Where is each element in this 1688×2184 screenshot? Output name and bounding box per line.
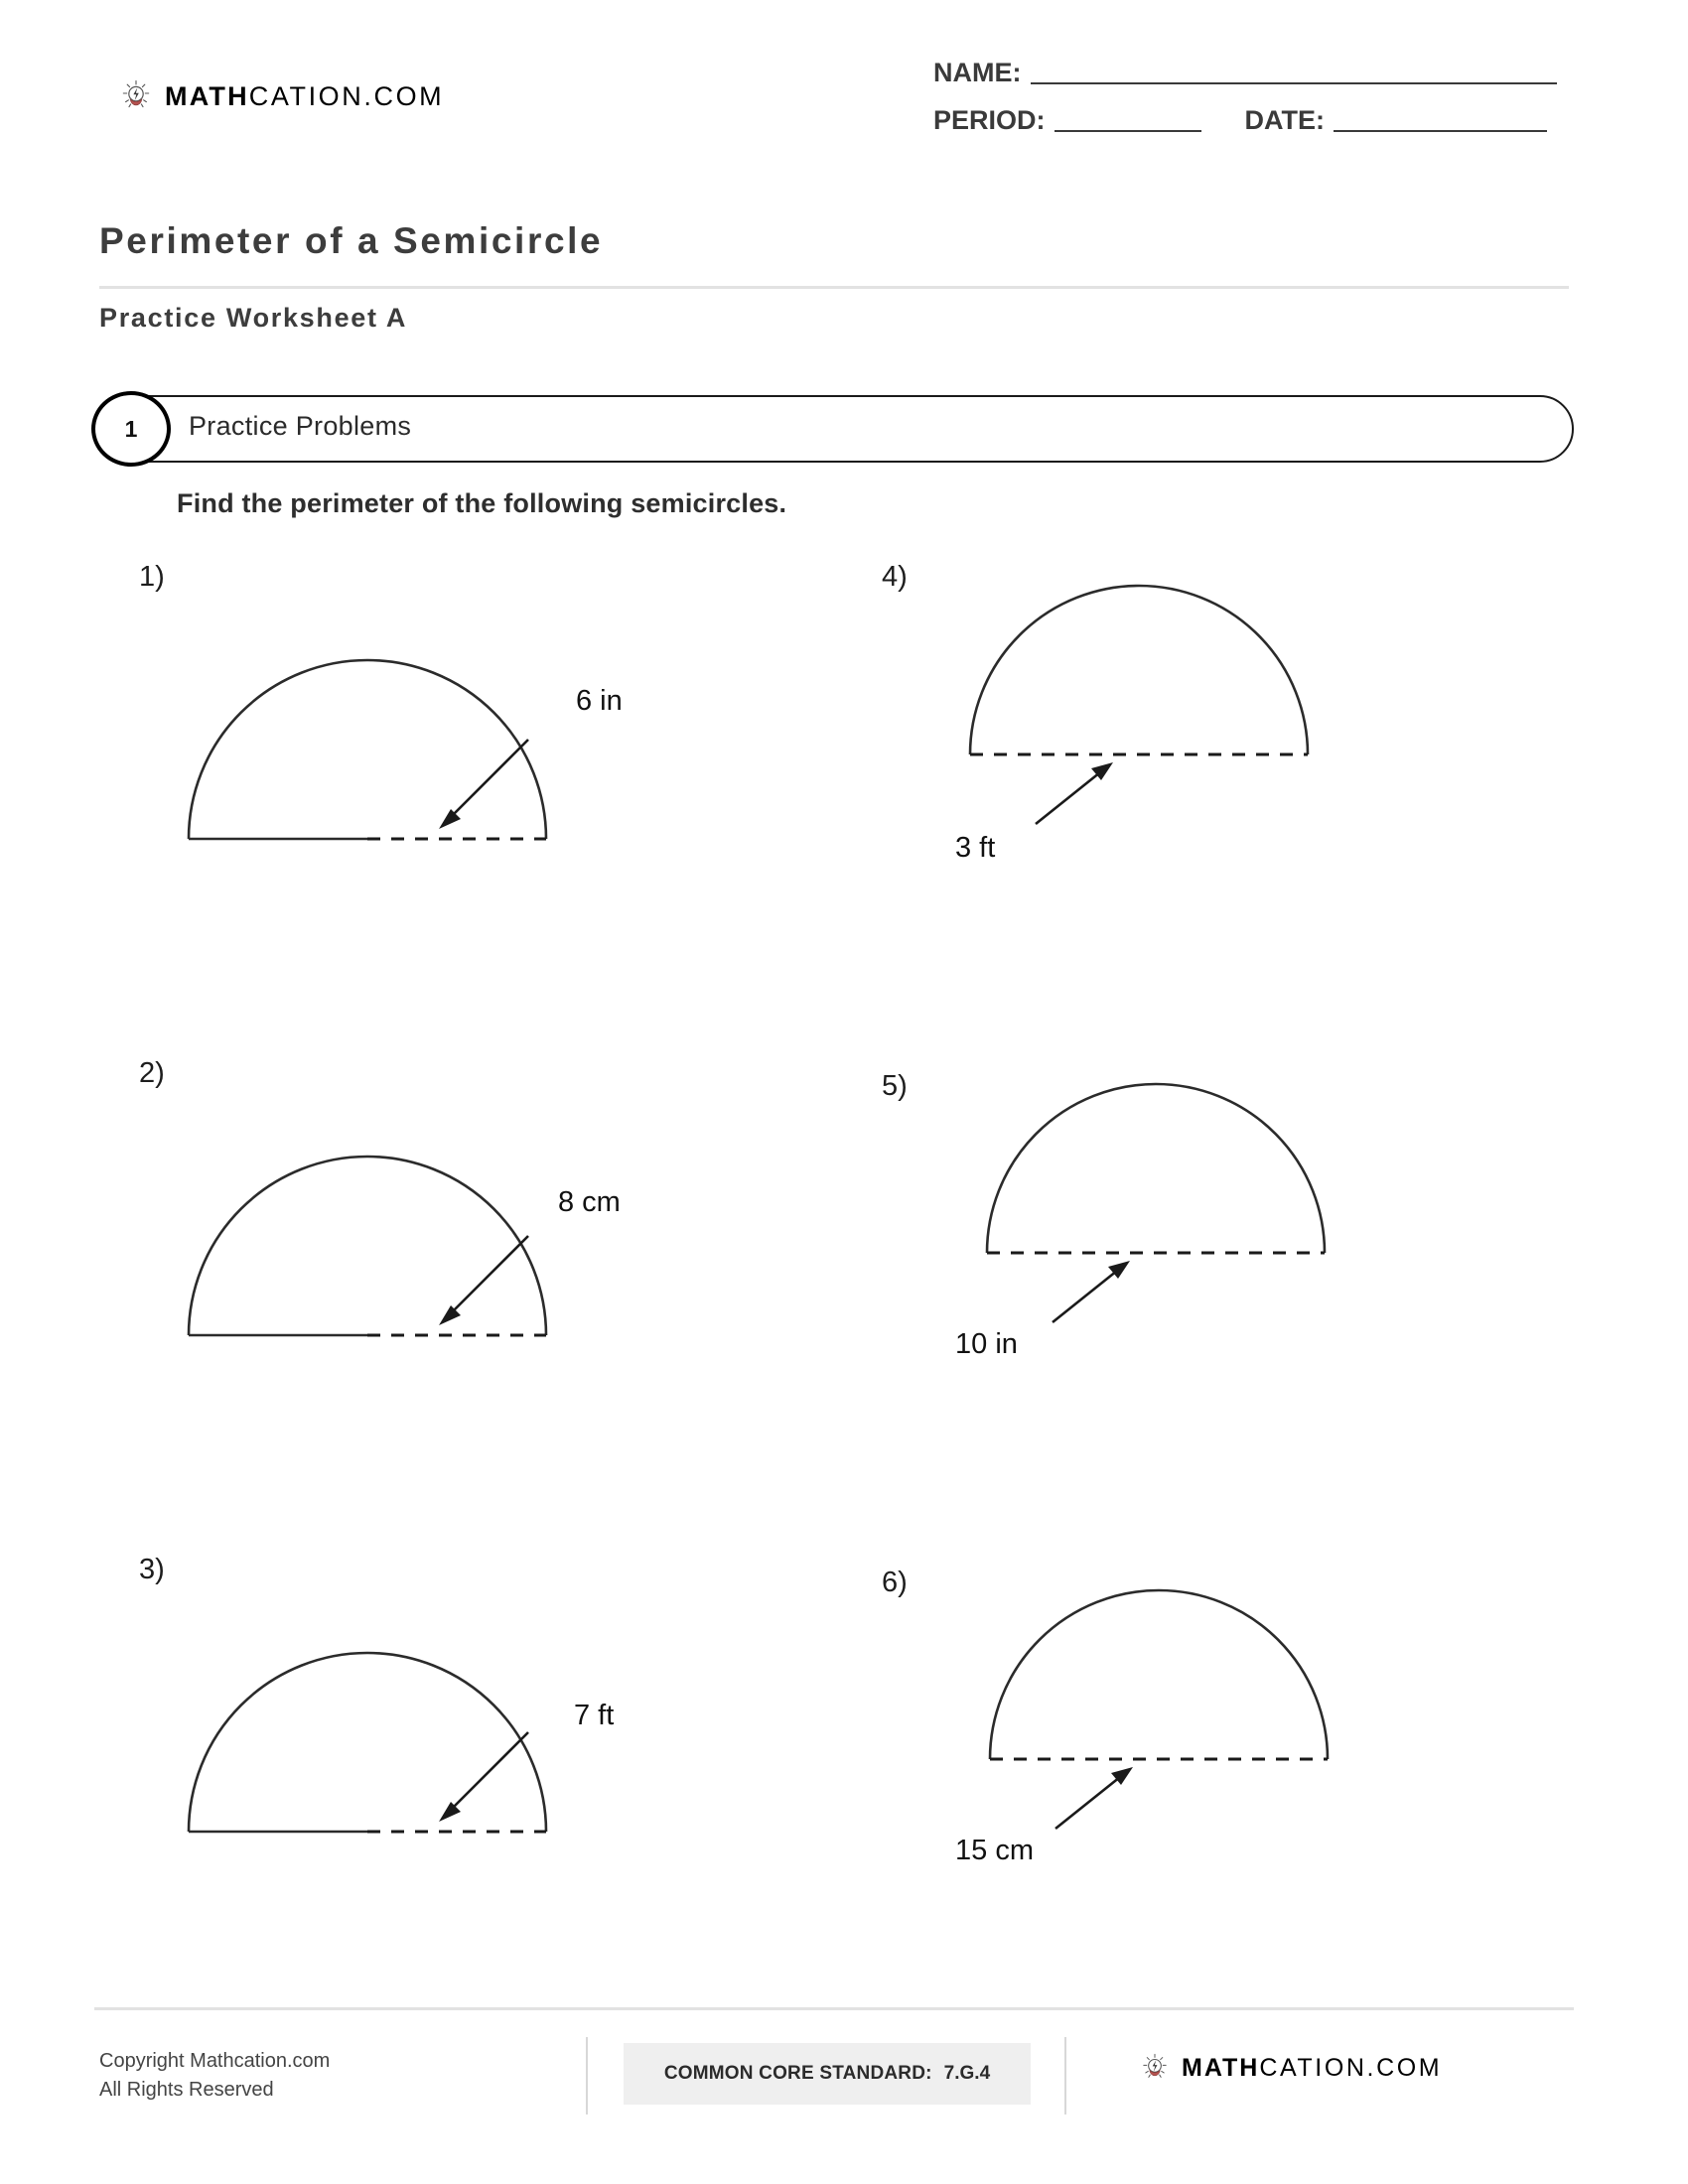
page-header [0, 0, 1688, 199]
brand-name-light: CATION.COM [1259, 2053, 1443, 2082]
brand-logo-footer [1140, 2053, 1442, 2083]
brand-logo-header [119, 79, 444, 113]
dimension-label-6: 15 cm [955, 1835, 1034, 1866]
common-core-badge [624, 2043, 1031, 2105]
title-divider [99, 286, 1569, 289]
section-label: Practice Problems [189, 411, 412, 441]
common-core-value: 7.G.4 [943, 2063, 991, 2084]
problem-number-3: 3) [139, 1554, 165, 1585]
period-input-line[interactable] [1055, 130, 1201, 132]
section-instruction: Find the perimeter of the following semicircles. [177, 488, 787, 518]
period-label: PERIOD: [933, 105, 1046, 135]
brand-name-bold: MATH [1182, 2053, 1260, 2082]
footer-divider [94, 2007, 1574, 2010]
copyright-text [99, 2047, 330, 2105]
page-subtitle: Practice Worksheet A [99, 303, 408, 333]
figure-semicircle-1 [179, 650, 556, 859]
problem-number-6: 6) [882, 1567, 908, 1598]
common-core-label: COMMON CORE STANDARD: [663, 2063, 932, 2084]
section-number-badge: 1 [91, 391, 171, 467]
figure-semicircle-3 [179, 1643, 556, 1851]
footer-separator-left [586, 2037, 588, 2115]
dimension-label-5: 10 in [955, 1328, 1018, 1360]
dimension-label-2: 8 cm [558, 1186, 621, 1218]
copyright-line-2: All Rights Reserved [99, 2079, 274, 2101]
copyright-line-1: Copyright Mathcation.com [99, 2050, 331, 2072]
footer-separator-right [1064, 2037, 1066, 2115]
date-input-line[interactable] [1334, 130, 1547, 132]
brand-name [165, 81, 444, 112]
figure-semicircle-4 [958, 574, 1336, 832]
brand-name-bold: MATH [165, 80, 249, 111]
lightbulb-icon [1140, 2053, 1170, 2083]
name-input-line[interactable] [1031, 82, 1557, 84]
problem-number-1: 1) [139, 561, 165, 593]
period-date-field-row [933, 105, 1557, 136]
page-title: Perimeter of a Semicircle [99, 220, 604, 261]
problem-number-4: 4) [882, 561, 908, 593]
name-field-row [933, 58, 1557, 88]
dimension-label-3: 7 ft [574, 1700, 615, 1731]
figure-semicircle-5 [975, 1072, 1352, 1330]
name-label: NAME: [933, 58, 1022, 87]
dimension-label-1: 6 in [576, 685, 623, 717]
lightbulb-icon [119, 79, 153, 113]
problem-number-2: 2) [139, 1057, 165, 1089]
brand-name-light: CATION.COM [248, 80, 445, 111]
student-info-fields [933, 58, 1557, 153]
date-label: DATE: [1244, 105, 1326, 135]
dimension-label-4: 3 ft [955, 832, 996, 864]
problem-number-5: 5) [882, 1070, 908, 1102]
brand-name [1182, 2054, 1442, 2083]
figure-semicircle-6 [978, 1578, 1355, 1837]
figure-semicircle-2 [179, 1147, 556, 1355]
